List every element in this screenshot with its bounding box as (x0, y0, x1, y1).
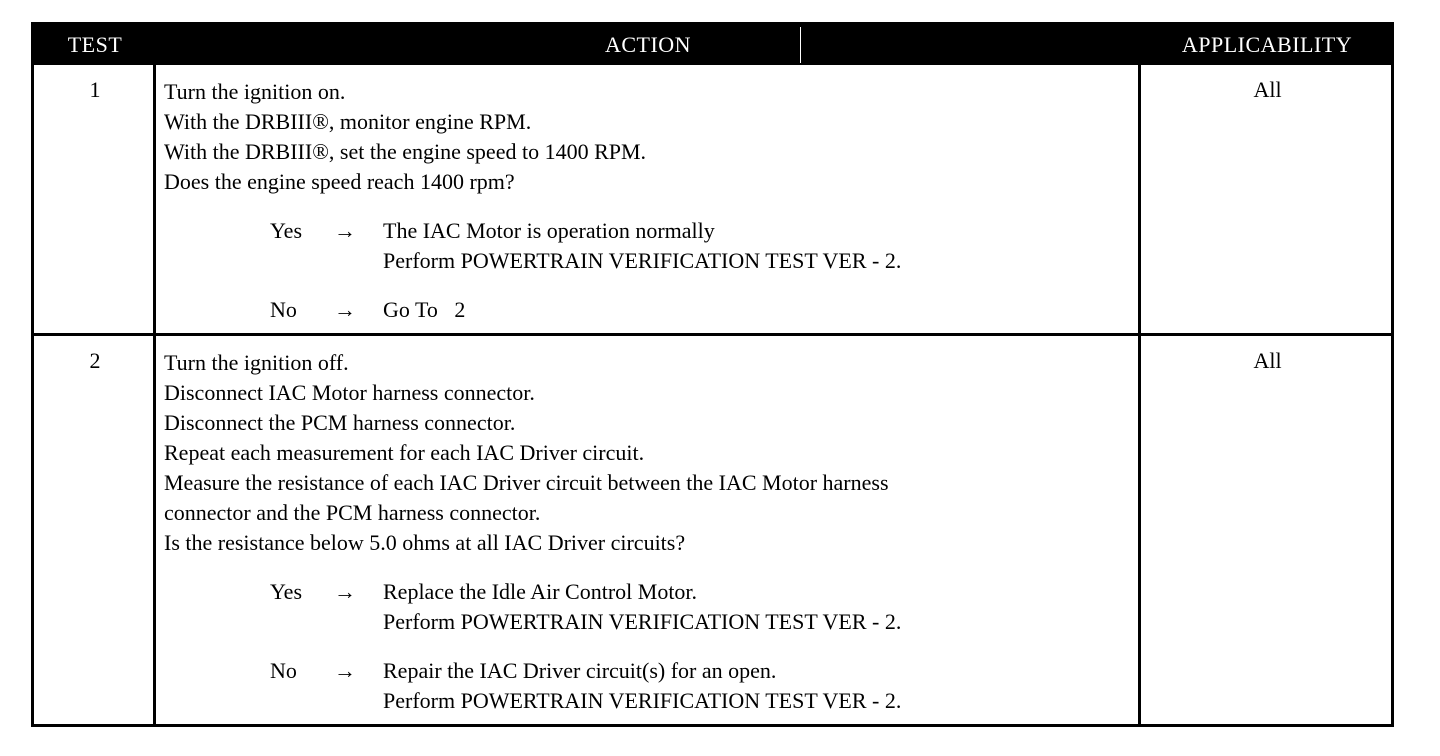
diagnostic-test-table (31, 22, 1394, 727)
action-step: Disconnect IAC Motor harness connector. (164, 380, 535, 405)
header-action: ACTION (604, 32, 692, 57)
arrow-icon: → (334, 297, 356, 322)
action-step: connector and the PCM harness connector. (164, 500, 541, 525)
action-step: With the DRBIII®, monitor engine RPM. (164, 109, 532, 134)
no-label: No (270, 658, 297, 683)
yes-result: Perform POWERTRAIN VERIFICATION TEST VER - 2. (383, 609, 902, 634)
action-step: Does the engine speed reach 1400 rpm? (164, 169, 515, 194)
no-result: Repair the IAC Driver circuit(s) for an open. (383, 658, 777, 683)
action-step: Disconnect the PCM harness connector. (164, 410, 516, 435)
action-step: Turn the ignition on. (164, 79, 346, 104)
table-row (34, 336, 1391, 727)
no-label: No (270, 297, 297, 322)
table-header (34, 25, 1391, 65)
header-divider (800, 27, 801, 63)
yes-result: Replace the Idle Air Control Motor. (383, 579, 698, 604)
header-applicability: APPLICABILITY (1181, 32, 1353, 57)
yes-label: Yes (270, 218, 303, 243)
test-number: 2 (89, 348, 101, 373)
action-step: Is the resistance below 5.0 ohms at all IAC Driver circuits? (164, 530, 686, 555)
no-result: Perform POWERTRAIN VERIFICATION TEST VER - 2. (383, 688, 902, 713)
yes-outcome (270, 216, 1136, 276)
arrow-icon: → (334, 658, 356, 683)
applicability-value: All (1253, 77, 1282, 102)
yes-outcome (270, 577, 1136, 637)
action-cell (164, 348, 1136, 716)
action-step: Measure the resistance of each IAC Driver circuit between the IAC Motor harness (164, 470, 889, 495)
action-step: Turn the ignition off. (164, 350, 349, 375)
action-step: Repeat each measurement for each IAC Driver circuit. (164, 440, 645, 465)
action-cell (164, 77, 1136, 325)
arrow-icon: → (334, 218, 356, 243)
arrow-icon: → (334, 579, 356, 604)
yes-label: Yes (270, 579, 303, 604)
yes-result: The IAC Motor is operation normally (383, 218, 715, 243)
no-outcome (270, 295, 1136, 325)
test-number: 1 (89, 77, 101, 102)
yes-result: Perform POWERTRAIN VERIFICATION TEST VER - 2. (383, 248, 902, 273)
action-step: With the DRBIII®, set the engine speed to 1400 RPM. (164, 139, 647, 164)
header-test: TEST (67, 32, 123, 57)
no-result: Go To 2 (383, 297, 466, 322)
applicability-value: All (1253, 348, 1282, 373)
no-outcome (270, 656, 1136, 716)
table-row (34, 65, 1391, 333)
